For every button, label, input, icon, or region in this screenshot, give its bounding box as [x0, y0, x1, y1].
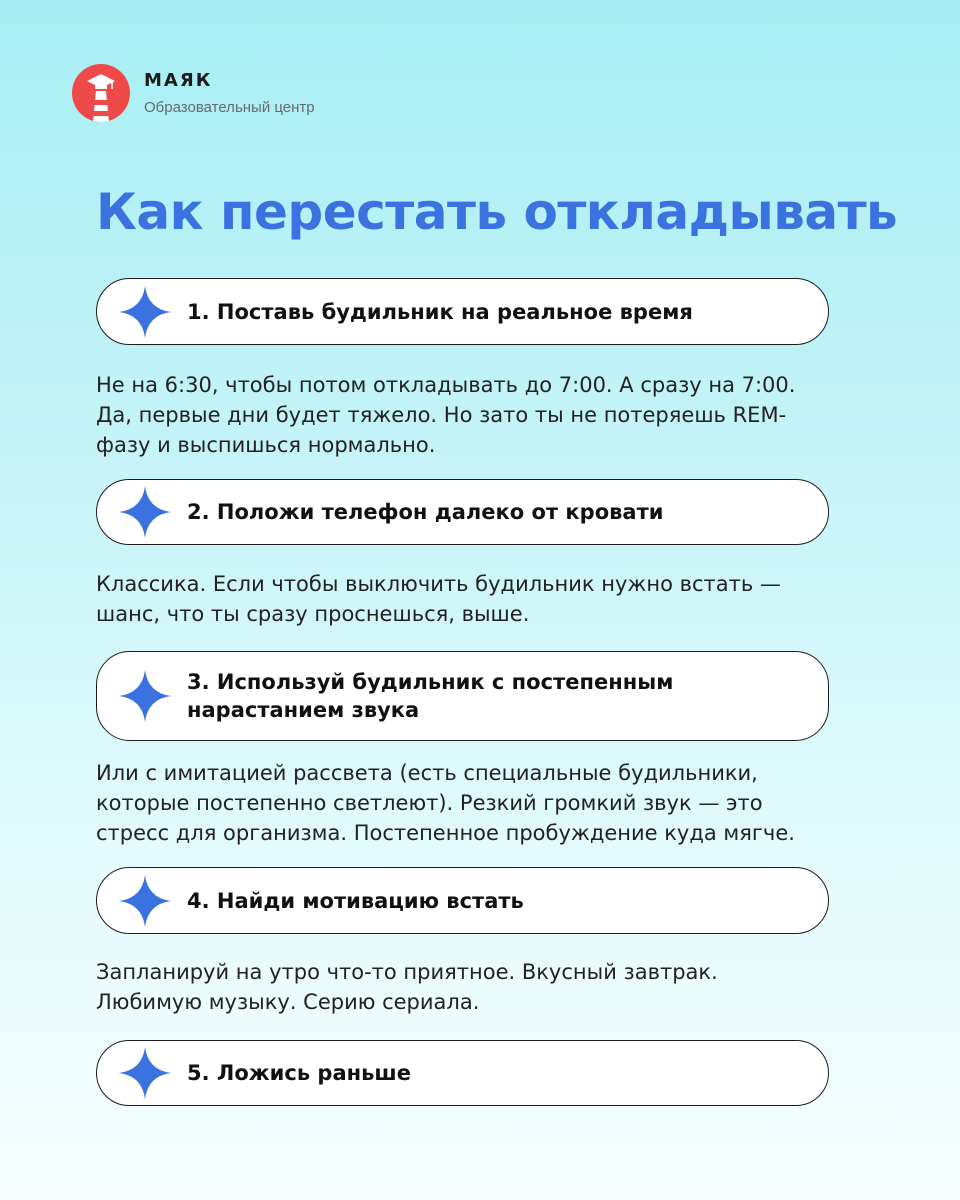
lighthouse-logo-icon [72, 64, 130, 122]
sparkle-star-icon [117, 668, 173, 724]
brand [72, 64, 315, 122]
step-5-pill [96, 1040, 829, 1106]
step-3-description-line: стресс для организма. Постепенное пробуждение куда мягче. [96, 821, 795, 845]
step-1-description-line: фазу и выспишься нормально. [96, 433, 436, 457]
step-4-description [96, 957, 856, 1017]
step-3-description-line: которые постепенно светлеют). Резкий громкий звук — это [96, 791, 763, 815]
page-title: Как перестать откладывать [96, 183, 898, 241]
step-1-pill [96, 278, 829, 345]
sparkle-star-icon [117, 284, 173, 340]
step-1-description-line: Да, первые дни будет тяжело. Но зато ты не потеряешь REM- [96, 403, 787, 427]
step-3-label [187, 668, 673, 724]
step-4-description-line: Любимую музыку. Серию сериала. [96, 990, 480, 1014]
step-2-description [96, 569, 856, 629]
step-4-description-line: Запланируй на утро что-то приятное. Вкусный завтрак. [96, 960, 718, 984]
step-4-pill [96, 867, 829, 934]
sparkle-star-icon [117, 1045, 173, 1101]
step-1-label: 1. Поставь будильник на реальное время [187, 299, 693, 324]
step-2-description-line: Классика. Если чтобы выключить будильник нужно встать — [96, 572, 781, 596]
step-3-label-line: 3. Используй будильник с постепенным [187, 670, 674, 694]
step-2-label: 2. Положи телефон далеко от кровати [187, 500, 664, 524]
step-3-label-line: нарастанием звука [187, 698, 420, 722]
step-3-description [96, 758, 856, 848]
step-2-pill [96, 479, 829, 545]
step-4-label: 4. Найди мотивацию встать [187, 888, 524, 913]
step-3-description-line: Или с имитацией рассвета (есть специальные будильники, [96, 761, 758, 785]
brand-name: МАЯК [144, 70, 213, 91]
step-5-label: 5. Ложись раньше [187, 1061, 411, 1085]
step-3-pill [96, 651, 829, 741]
sparkle-star-icon [117, 873, 173, 929]
step-2-description-line: шанс, что ты сразу проснешься, выше. [96, 602, 530, 626]
sparkle-star-icon [117, 484, 173, 540]
step-1-description [96, 370, 856, 460]
step-1-description-line: Не на 6:30, чтобы потом откладывать до 7:00. А сразу на 7:00. [96, 373, 796, 397]
brand-subtitle: Образовательный центр [144, 99, 315, 116]
brand-text [144, 70, 315, 116]
